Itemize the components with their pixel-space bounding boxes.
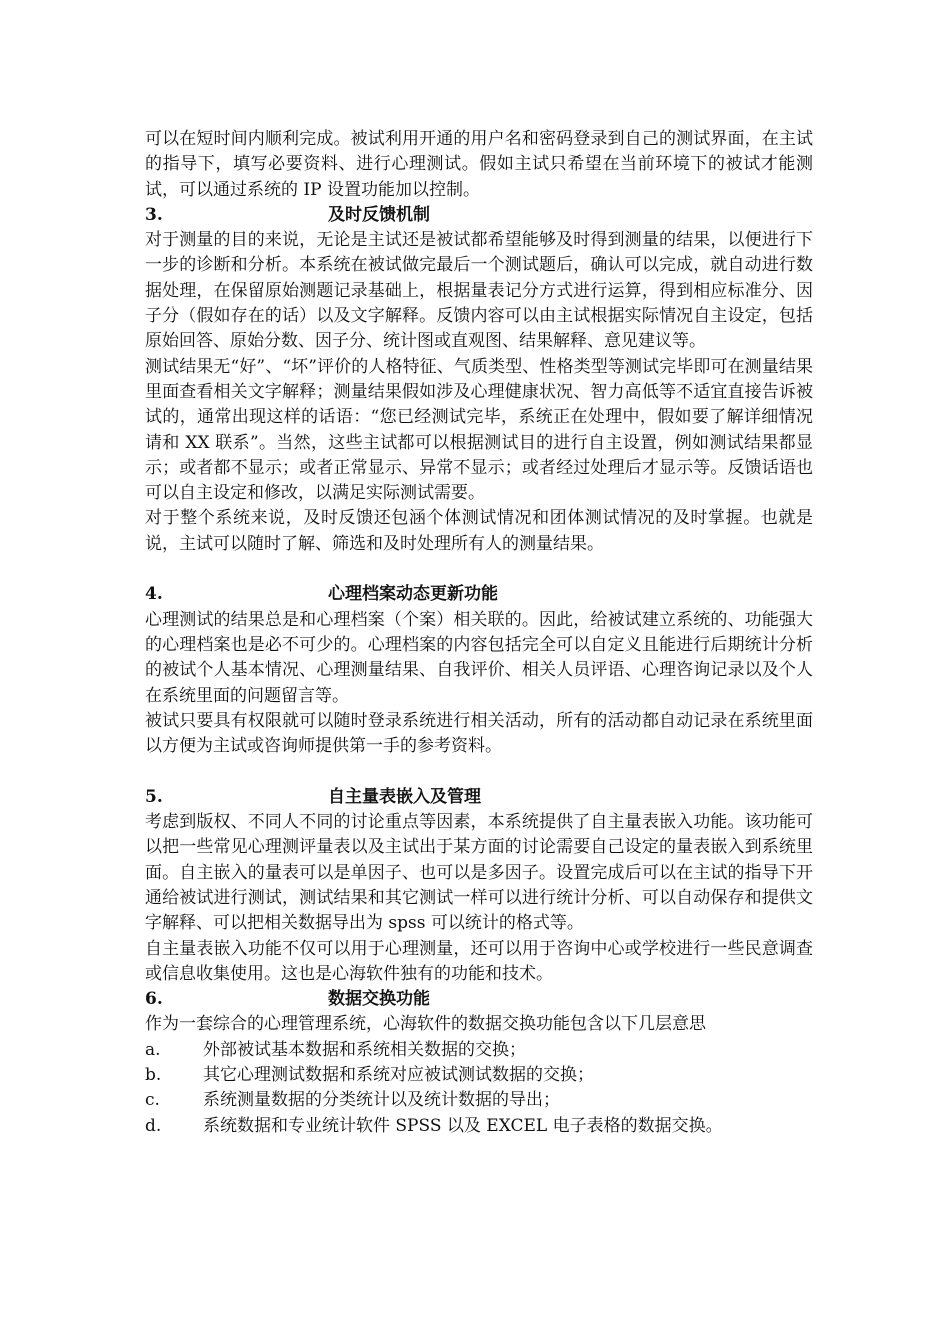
section-3-paragraph-2: 测试结果无“好”、“坏”评价的人格特征、气质类型、性格类型等测试完毕即可在测量结果里面查看相关文字解释；测量结果假如涉及心理健康状况、智力高低等不适宜直接告诉被试的，通常出现这样的话语：“您已经测试完毕，系统正在处理中，假如要了解详细情况请和 XX 联系”。当然，这些主试都可以根据测试目的进行自主设置，例如测试结果都显示；或者都不显示；或者正常显示、异常不显示；或者经过处理后才显示等。反馈话语也可以自主设定和修改，以满足实际测试需要。 [145, 356, 813, 504]
section-4-paragraph-1: 心理测试的结果总是和心理档案（个案）相关联的。因此，给被试建立系统的、功能强大的心理档案也是必不可少的。心理档案的内容包括完全可以自定义且能进行后期统计分析的被试个人基本情况、心理测量结果、自我评价、相关人员评语、心理咨询记录以及个人在系统里面的问题留言等。 [145, 609, 813, 706]
document-page [145, 127, 813, 1139]
section-6-paragraph-1: 作为一套综合的心理管理系统，心海软件的数据交换功能包含以下几层意思 [145, 1014, 706, 1035]
section-6-heading [145, 987, 813, 1012]
section-5-title: 自主量表嵌入及管理 [328, 786, 481, 807]
section-6-number: 6. [145, 989, 163, 1010]
section-3-paragraph-3: 对于整个系统来说，及时反馈还包涵个体测试情况和团体测试情况的及时掌握。也就是说，主试可以随时了解、筛选和及时处理所有人的测量结果。 [145, 508, 813, 554]
list-item [145, 1088, 813, 1113]
list-marker: d. [145, 1115, 162, 1136]
list-marker: c. [145, 1090, 160, 1111]
list-item [145, 1038, 813, 1063]
section-5-number: 5. [145, 786, 163, 807]
section-4-number: 4. [145, 584, 163, 605]
spacer [145, 759, 813, 784]
section-5-paragraph-1: 考虑到版权、不同人不同的讨论重点等因素，本系统提供了自主量表嵌入功能。该功能可以把一些常见心理测评量表以及主试出于某方面的讨论需要自己设定的量表嵌入到系统里面。自主嵌入的量表可以是单因子、也可以是多因子。设置完成后可以在主试的指导下开通给被试进行测试，测试结果和其它测试一样可以进行统计分析、可以自动保存和提供文字解释、可以把相关数据导出为 spss 可以统计的格式等。 [145, 812, 813, 934]
list-marker: b. [145, 1064, 162, 1085]
section-4-heading [145, 582, 813, 607]
list-item [145, 1063, 813, 1088]
list-marker: a. [145, 1039, 161, 1060]
list-item-text: 系统测量数据的分类统计以及统计数据的导出； [203, 1090, 560, 1111]
list-item-text: 其它心理测试数据和系统对应被试测试数据的交换； [203, 1064, 594, 1085]
spacer [145, 557, 813, 582]
section-4-paragraph-2: 被试只要具有权限就可以随时登录系统进行相关活动，所有的活动都自动记录在系统里面以方便为主试或咨询师提供第一手的参考资料。 [145, 710, 813, 757]
intro-paragraph: 可以在短时间内顺利完成。被试利用开通的用户名和密码登录到自己的测试界面，在主试的指导下，填写必要资料、进行心理测试。假如主试只希望在当前环境下的被试才能测试，可以通过系统的 IP 设置功能加以控制。 [145, 129, 813, 200]
section-3-paragraph-1: 对于测量的目的来说，无论是主试还是被试都希望能够及时得到测量的结果，以便进行下一步的诊断和分析。本系统在被试做完最后一个测试题后，确认可以完成，就自动进行数据处理，在保留原始测题记录基础上，根据量表记分方式进行运算，得到相应标准分、因子分（假如存在的话）以及文字解释。反馈内容可以由主试根据实际情况自主设定，包括原始回答、原始分数、因子分、统计图或直观图、结果解释、意见建议等。 [145, 230, 813, 352]
list-item-text: 外部被试基本数据和系统相关数据的交换； [203, 1039, 526, 1060]
list-item [145, 1114, 813, 1139]
section-3-title: 及时反馈机制 [328, 204, 430, 225]
section-4-title: 心理档案动态更新功能 [328, 584, 498, 605]
section-6-title: 数据交换功能 [328, 989, 430, 1010]
section-5-paragraph-2: 自主量表嵌入功能不仅可以用于心理测量，还可以用于咨询中心或学校进行一些民意调查或信息收集使用。这也是心海软件独有的功能和技术。 [145, 938, 813, 984]
section-3-number: 3. [145, 204, 163, 225]
list-item-text: 系统数据和专业统计软件 SPSS 以及 EXCEL 电子表格的数据交换。 [203, 1115, 723, 1136]
section-3-heading [145, 203, 813, 228]
section-5-heading [145, 785, 813, 810]
